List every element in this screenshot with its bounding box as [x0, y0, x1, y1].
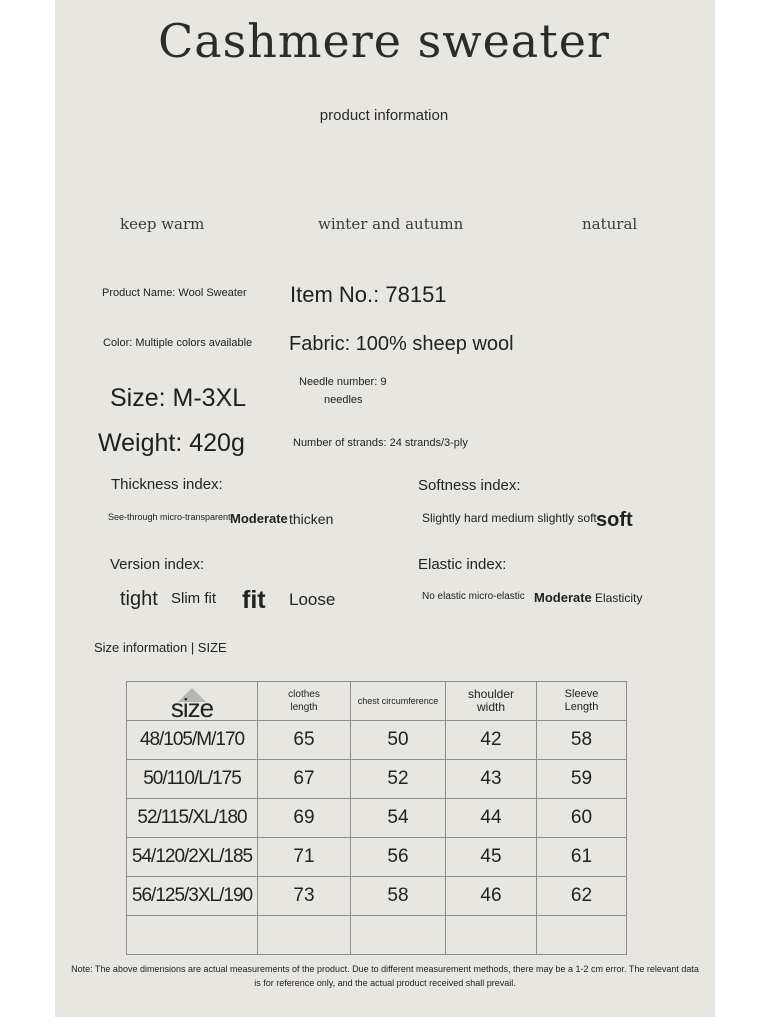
version-option-loose: Loose [289, 590, 336, 609]
softness-option-soft: soft [596, 509, 633, 531]
version-option-slim-fit: Slim fit [171, 590, 216, 607]
version-option-tight: tight [120, 588, 158, 610]
table-row: 54/120/2XL/185 71 56 45 61 [127, 838, 627, 877]
product-fabric: Fabric: 100% sheep wool [289, 333, 514, 355]
section-subtitle: product information [319, 107, 449, 124]
tag-season: winter and autumn [318, 215, 464, 233]
elastic-label: Elastic index: [418, 556, 507, 573]
tag-natural: natural [582, 215, 638, 233]
tag-keep-warm: keep warm [120, 215, 205, 233]
product-color: Color: Multiple colors available [103, 337, 253, 349]
thickness-option-moderate: Moderate [230, 511, 288, 526]
header-size: size [127, 682, 258, 721]
table-row: 48/105/M/170 65 50 42 58 [127, 721, 627, 760]
table-row: 56/125/3XL/190 73 58 46 62 [127, 877, 627, 916]
strand-count: Number of strands: 24 strands/3-ply [293, 437, 468, 449]
needle-number: Needle number: 9 [299, 376, 387, 388]
thickness-option-thicken: thicken [289, 511, 334, 527]
size-info-label: Size information | SIZE [94, 640, 227, 655]
version-option-fit: fit [242, 586, 266, 614]
header-shoulder-width: shoulder width [446, 682, 537, 721]
elastic-option-elasticity: Elasticity [595, 591, 643, 605]
table-header-row [127, 682, 627, 721]
table-row: 52/115/XL/180 69 54 44 60 [127, 799, 627, 838]
size-table [126, 681, 627, 955]
elastic-option-moderate: Moderate [534, 590, 592, 605]
product-name: Product Name: Wool Sweater [102, 287, 247, 299]
table-row: 50/110/L/175 67 52 43 59 [127, 760, 627, 799]
footnote: Note: The above dimensions are actual measurements of the product. Due to different measurement methods, there may be a 1-2 cm error. The relevant data is for reference only, and the actual product received shall prevail. [71, 964, 699, 988]
version-label: Version index: [110, 556, 205, 573]
header-sleeve-length: Sleeve Length [537, 682, 627, 721]
header-chest-circumference: chest circumference [351, 682, 446, 721]
header-clothes-length: clothes length [258, 682, 351, 721]
softness-option-range: Slightly hard medium slightly soft [422, 511, 597, 525]
thickness-label: Thickness index: [111, 476, 223, 493]
page-title: Cashmere sweater [158, 14, 610, 68]
product-weight: Weight: 420g [98, 429, 245, 457]
table-row-empty [127, 916, 627, 955]
needle-number-unit: needles [324, 394, 363, 406]
thickness-option-transparent: See-through micro-transparent [108, 512, 231, 522]
softness-label: Softness index: [418, 477, 521, 494]
product-size: Size: M-3XL [110, 384, 247, 412]
item-number: Item No.: 78151 [290, 282, 447, 307]
elastic-option-none: No elastic micro-elastic [422, 591, 525, 602]
